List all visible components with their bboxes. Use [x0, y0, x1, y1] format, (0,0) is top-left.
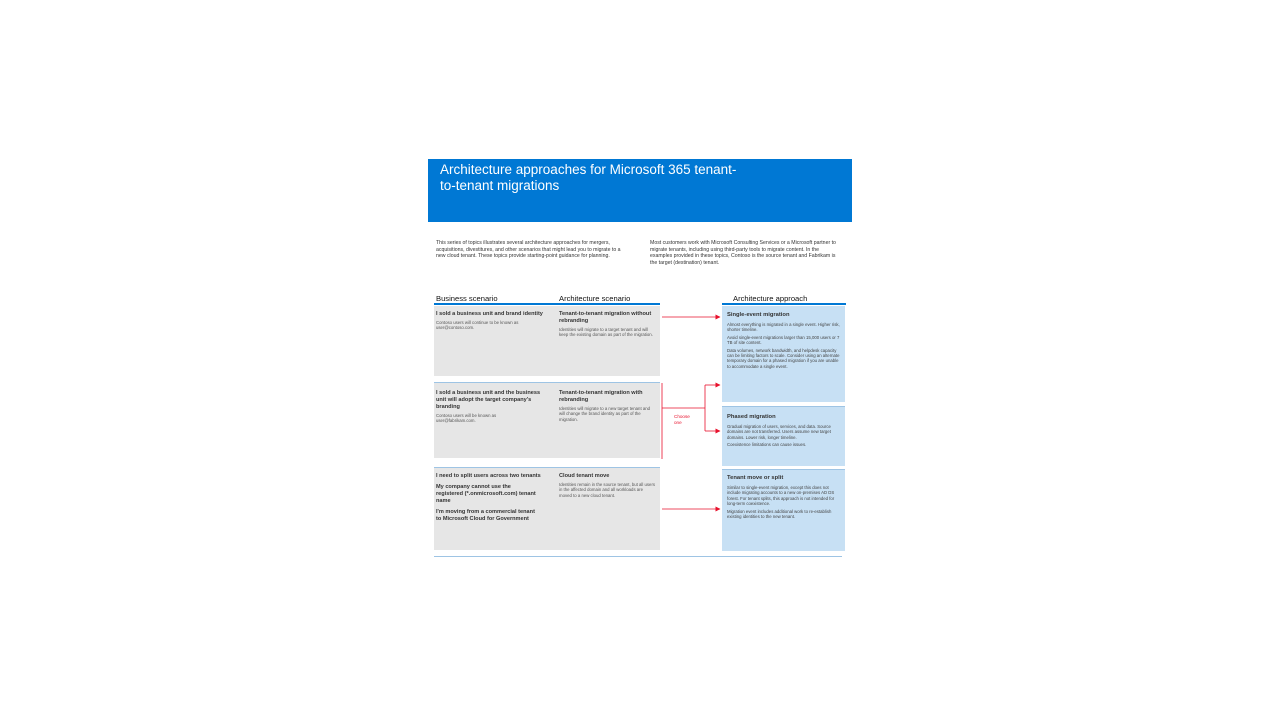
intro-right: Most customers work with Microsoft Consulting Services or a Microsoft partner to migrate tenants, including using third-party tools to migrate content. In the examples provided in these topics, Contoso is the source tenant and Fabrikam is the target (destination) tenant. [650, 240, 836, 266]
approach-text: Coexistence limitations can cause issues. [727, 442, 807, 448]
architecture-desc: Identities will migrate to a new target tenant and will change the brand identity as part of the migration. [559, 406, 651, 422]
approach-text: Data volumes, network bandwidth, and helpdesk capacity can be limiting factors to scale. Consider using an alternate temporary domain for a phased migration if you are unable to accommodate a single event. [727, 347, 840, 369]
connector-arrows [428, 159, 852, 559]
approach-text: Migration event includes additional work to re-establish existing identities to the new tenant. [727, 508, 832, 520]
architecture-desc: Identities will migrate to a target tenant and will keep the existing domain as part of the migration. [559, 327, 653, 338]
approach-title: Phased migration [727, 414, 776, 420]
intro-left: This series of topics illustrates several architecture approaches for mergers, acquisitions, divestitures, and other scenarios that might lead you to migrate to a new cloud tenant. These topics provide starting-point guidance for planning. [436, 240, 621, 260]
approach-text: Almost everything is migrated in a single event. Higher risk, shorter timeline. [727, 322, 840, 333]
header-architecture-approach: Architecture approach [733, 294, 808, 303]
business-title: I need to split users across two tenants [436, 473, 541, 479]
diagram-page [428, 159, 852, 559]
architecture-desc: Identities remain in the source tenant, but all users in the affected domain and all workloads are moved to a new cloud tenant. [559, 482, 656, 498]
business-title: I sold a business unit and brand identity [436, 311, 543, 317]
approach-text: Similar to single-event migration, except this does not include migrating accounts to a new on-premises AD DS forest. For tenant splits, this approach is not intended for long-term coexistence. [727, 485, 835, 507]
architecture-title: Tenant-to-tenant migration with rebranding [559, 390, 643, 403]
header-architecture-scenario: Architecture scenario [559, 294, 631, 303]
business-title: I sold a business unit and the business unit will adopt the target company's branding [436, 390, 541, 410]
page-title: Architecture approaches for Microsoft 365 tenant-to-tenant migrations [440, 162, 737, 193]
business-title: I'm moving from a commercial tenant to Microsoft Cloud for Government [436, 509, 535, 522]
approach-text: Gradual migration of users, services, and data. Source domains are not transferred. Users assume new target domains. Lower risk, longer timeline. [727, 424, 831, 440]
header-business-scenario: Business scenario [436, 294, 498, 303]
architecture-title: Tenant-to-tenant migration without rebranding [559, 311, 652, 324]
architecture-title: Cloud tenant move [559, 473, 610, 479]
bottom-rule [434, 556, 842, 557]
approach-text: Avoid single-event migrations larger than 15,000 users or 7 TB of site content. [727, 334, 840, 346]
approach-title: Tenant move or split [727, 475, 784, 481]
approach-title: Single-event migration [727, 312, 790, 318]
business-title: My company cannot use the registered (*.onmicrosoft.com) tenant name [436, 484, 536, 504]
business-desc: Contoso users will be known as user@fabrikam.com. [436, 413, 497, 424]
business-desc: Contoso users will continue to be known as user@contoso.com. [436, 320, 519, 331]
choose-one-label: Choose one [674, 414, 690, 425]
